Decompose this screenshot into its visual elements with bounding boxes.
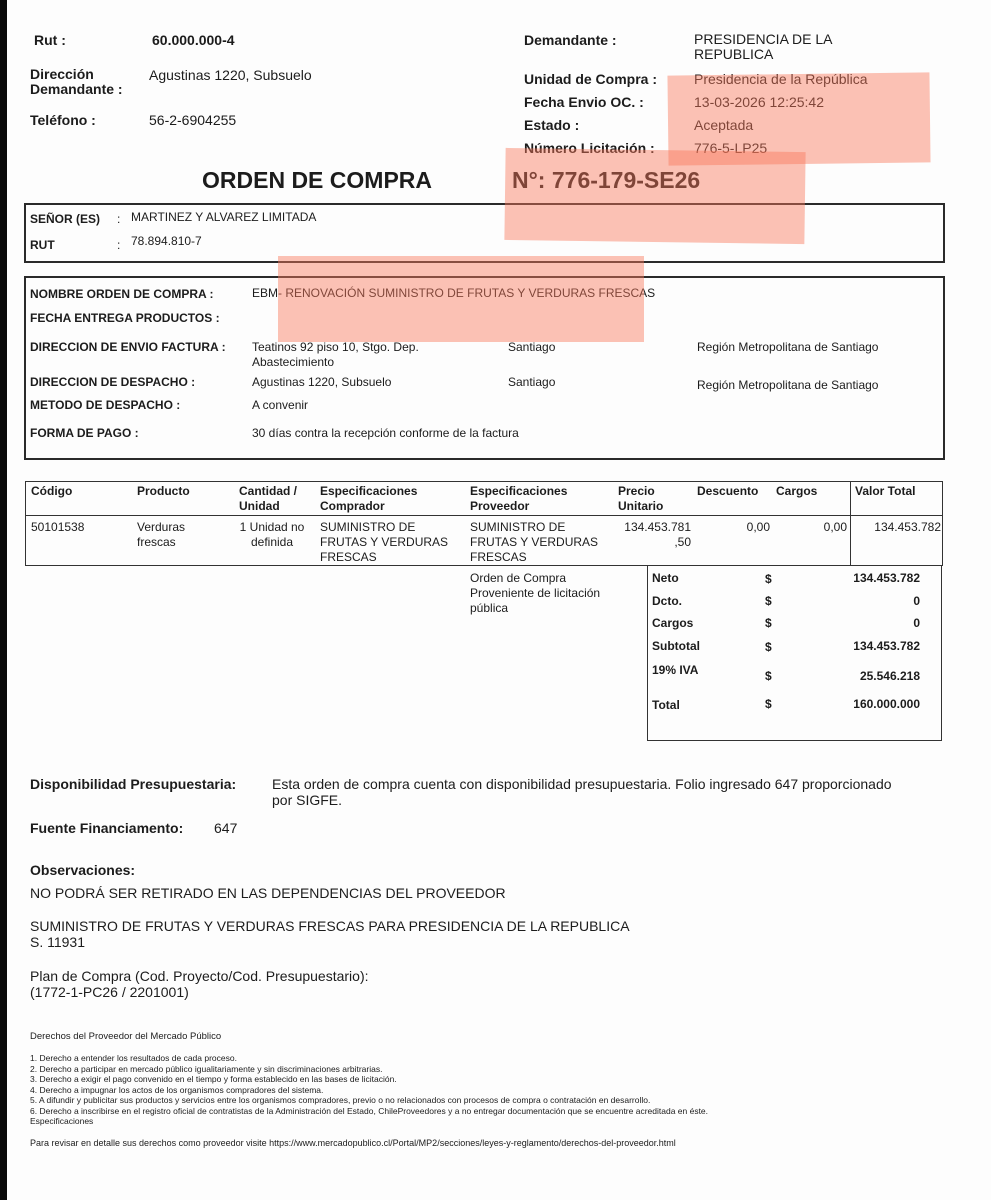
- cargos-value: 0: [913, 616, 920, 630]
- total-value: 160.000.000: [853, 697, 920, 711]
- row-cargos: 0,00: [823, 520, 847, 534]
- list-item: 4. Derecho a impugnar los actos de los organismos compradores del sistema.: [30, 1084, 324, 1095]
- metodo-value: A convenir: [252, 398, 309, 412]
- list-item: 1. Derecho a entender los resultados de cada proceso.: [30, 1053, 237, 1063]
- licitacion-value: 776-5-LP25: [694, 140, 768, 156]
- iva-label: 19% IVA: [652, 663, 699, 677]
- row-esp-proveedor: SUMINISTRO DE FRUTAS Y VERDURAS FRESCAS: [470, 520, 599, 564]
- telefono-value: 56-2-6904255: [149, 112, 237, 128]
- list-item: 5. A difundir y publicitar sus productos y servicios entre los organismos compradores, previo o no relacionados con procesos de compra o contratación en desarrollo.: [30, 1095, 651, 1105]
- iva-currency: $: [765, 669, 772, 683]
- neto-value: 134.453.782: [853, 571, 920, 585]
- subtotal-currency: $: [765, 640, 772, 654]
- fecha-value: 13-03-2026 12:25:42: [694, 94, 824, 110]
- disponibilidad-label: Disponibilidad Presupuestaria:: [30, 776, 237, 792]
- metodo-label: METODO DE DESPACHO :: [30, 398, 181, 412]
- rut-label: Rut :: [34, 32, 66, 48]
- scan-edge: [0, 0, 7, 1200]
- senor-value: MARTINEZ Y ALVAREZ LIMITADA: [131, 210, 317, 224]
- estado-label: Estado :: [524, 117, 580, 133]
- subtotal-value: 134.453.782: [853, 639, 920, 653]
- direccion-label: Dirección Demandante :: [30, 66, 123, 97]
- row-cantidad: 1 Unidad no definida: [239, 520, 305, 549]
- col-precio: Precio Unitario: [618, 484, 664, 513]
- cargos-currency: $: [765, 616, 772, 630]
- neto-label: Neto: [652, 571, 679, 585]
- pago-value: 30 días contra la recepción conforme de la factura: [252, 426, 519, 440]
- envio-label: DIRECCION DE ENVIO FACTURA :: [30, 340, 226, 354]
- despacho-region: Región Metropolitana de Santiago: [697, 378, 879, 392]
- fecha-label: Fecha Envio OC. :: [524, 94, 644, 110]
- col-codigo: Código: [31, 484, 73, 498]
- observaciones-line2: SUMINISTRO DE FRUTAS Y VERDURAS FRESCAS PARA PRESIDENCIA DE LA REPUBLICA S. 11931: [30, 918, 630, 950]
- origen-note: Orden de Compra Proveniente de licitación pública: [470, 571, 601, 615]
- revisar-link[interactable]: Para revisar en detalle sus derechos como proveedor visite https://www.mercadopublico.cl/Portal/MP2/secciones/leyes-y-reglamento/derechos-del-proveedor.html: [30, 1138, 676, 1148]
- observaciones-label: Observaciones:: [30, 862, 136, 878]
- nombre-label: NOMBRE ORDEN DE COMPRA :: [30, 287, 214, 301]
- despacho-city: Santiago: [508, 375, 556, 389]
- neto-currency: $: [765, 572, 772, 586]
- document-title: ORDEN DE COMPRA: [202, 167, 433, 193]
- derechos-title: Derechos del Proveedor del Mercado Público: [30, 1031, 222, 1042]
- derechos-list: [30, 1053, 950, 1127]
- despacho-label: DIRECCION DE DESPACHO :: [30, 375, 196, 389]
- demandante-label: Demandante :: [524, 32, 617, 48]
- list-item: 6. Derecho a inscribirse en el registro oficial de contratistas de la Administración del Estado, ChileProveedores y a no entregar documentación que se encuentre acreditada en éste.: [30, 1105, 709, 1116]
- list-item: 2. Derecho a participar en mercado público igualitariamente y sin discriminaciones arbitrarias.: [30, 1063, 383, 1074]
- rut-value: 60.000.000-4: [152, 32, 235, 48]
- iva-value: 25.546.218: [859, 669, 920, 683]
- dcto-value: 0: [913, 594, 920, 608]
- envio-city: Santiago: [508, 340, 556, 354]
- supplier-rut-colon: :: [117, 238, 121, 252]
- total-label: Total: [652, 698, 680, 712]
- dcto-currency: $: [765, 594, 772, 608]
- fuente-value: 647: [214, 820, 238, 836]
- list-item: 3. Derecho a exigir el pago convenido en el tiempo y forma establecido en las bases de licitación.: [30, 1074, 397, 1084]
- envio-region: Región Metropolitana de Santiago: [697, 340, 879, 354]
- col-esp-proveedor: Especificaciones Proveedor: [470, 484, 568, 513]
- order-number: N°: 776-179-SE26: [512, 167, 701, 193]
- col-producto: Producto: [137, 484, 190, 498]
- senor-colon: :: [117, 212, 121, 226]
- valor-total-column-divider: [850, 481, 851, 566]
- row-codigo: 50101538: [31, 520, 85, 534]
- highlight-overlay: [278, 256, 644, 342]
- items-header-divider: [25, 515, 943, 516]
- nombre-value: EBM- RENOVACIÓN SUMINISTRO DE FRUTAS Y VERDURAS FRESCAS: [252, 286, 656, 300]
- col-cargos: Cargos: [776, 484, 818, 498]
- supplier-rut-value: 78.894.810-7: [131, 234, 202, 248]
- totals-box: [647, 566, 942, 741]
- total-currency: $: [765, 697, 772, 711]
- highlight-overlay: [504, 148, 805, 244]
- telefono-label: Teléfono :: [30, 112, 96, 128]
- col-descuento: Descuento: [697, 484, 759, 498]
- col-esp-comprador: Especificaciones Comprador: [320, 484, 418, 513]
- fecha-entrega-label: FECHA ENTREGA PRODUCTOS :: [30, 311, 220, 325]
- row-producto: Verduras frescas: [137, 520, 186, 549]
- pago-label: FORMA DE PAGO :: [30, 426, 139, 440]
- col-valor-total: Valor Total: [855, 484, 916, 498]
- licitacion-label: Número Licitación :: [524, 140, 655, 156]
- unidad-value: Presidencia de la República: [694, 71, 868, 87]
- senor-label: SEÑOR (ES): [30, 212, 101, 226]
- row-esp-comprador: SUMINISTRO DE FRUTAS Y VERDURAS FRESCAS: [320, 520, 449, 564]
- row-valor-total: 134.453.782: [874, 520, 941, 534]
- dcto-label: Dcto.: [652, 594, 682, 608]
- subtotal-label: Subtotal: [652, 639, 700, 653]
- estado-value: Aceptada: [694, 117, 754, 133]
- row-precio: 134.453.781 ,50: [624, 520, 691, 549]
- observaciones-line1: NO PODRÁ SER RETIRADO EN LAS DEPENDENCIAS DEL PROVEEDOR: [30, 885, 506, 901]
- cargos-label: Cargos: [652, 616, 694, 630]
- envio-value: Teatinos 92 piso 10, Stgo. Dep. Abastecimiento: [252, 340, 419, 369]
- disponibilidad-value: Esta orden de compra cuenta con disponibilidad presupuestaria. Folio ingresado 647 proporcionado por SIGFE.: [272, 776, 892, 808]
- demandante-value: PRESIDENCIA DE LA REPUBLICA: [694, 31, 833, 62]
- plan-compra: Plan de Compra (Cod. Proyecto/Cod. Presupuestario): (1772-1-PC26 / 2201001): [30, 968, 369, 1000]
- list-item: Especificaciones: [30, 1116, 94, 1126]
- fuente-label: Fuente Financiamento:: [30, 820, 184, 836]
- unidad-label: Unidad de Compra :: [524, 71, 658, 87]
- direccion-value: Agustinas 1220, Subsuelo: [149, 67, 312, 83]
- col-cantidad: Cantidad / Unidad: [239, 484, 298, 513]
- despacho-value: Agustinas 1220, Subsuelo: [252, 375, 392, 389]
- supplier-rut-label: RUT: [30, 238, 55, 252]
- row-descuento: 0,00: [746, 520, 770, 534]
